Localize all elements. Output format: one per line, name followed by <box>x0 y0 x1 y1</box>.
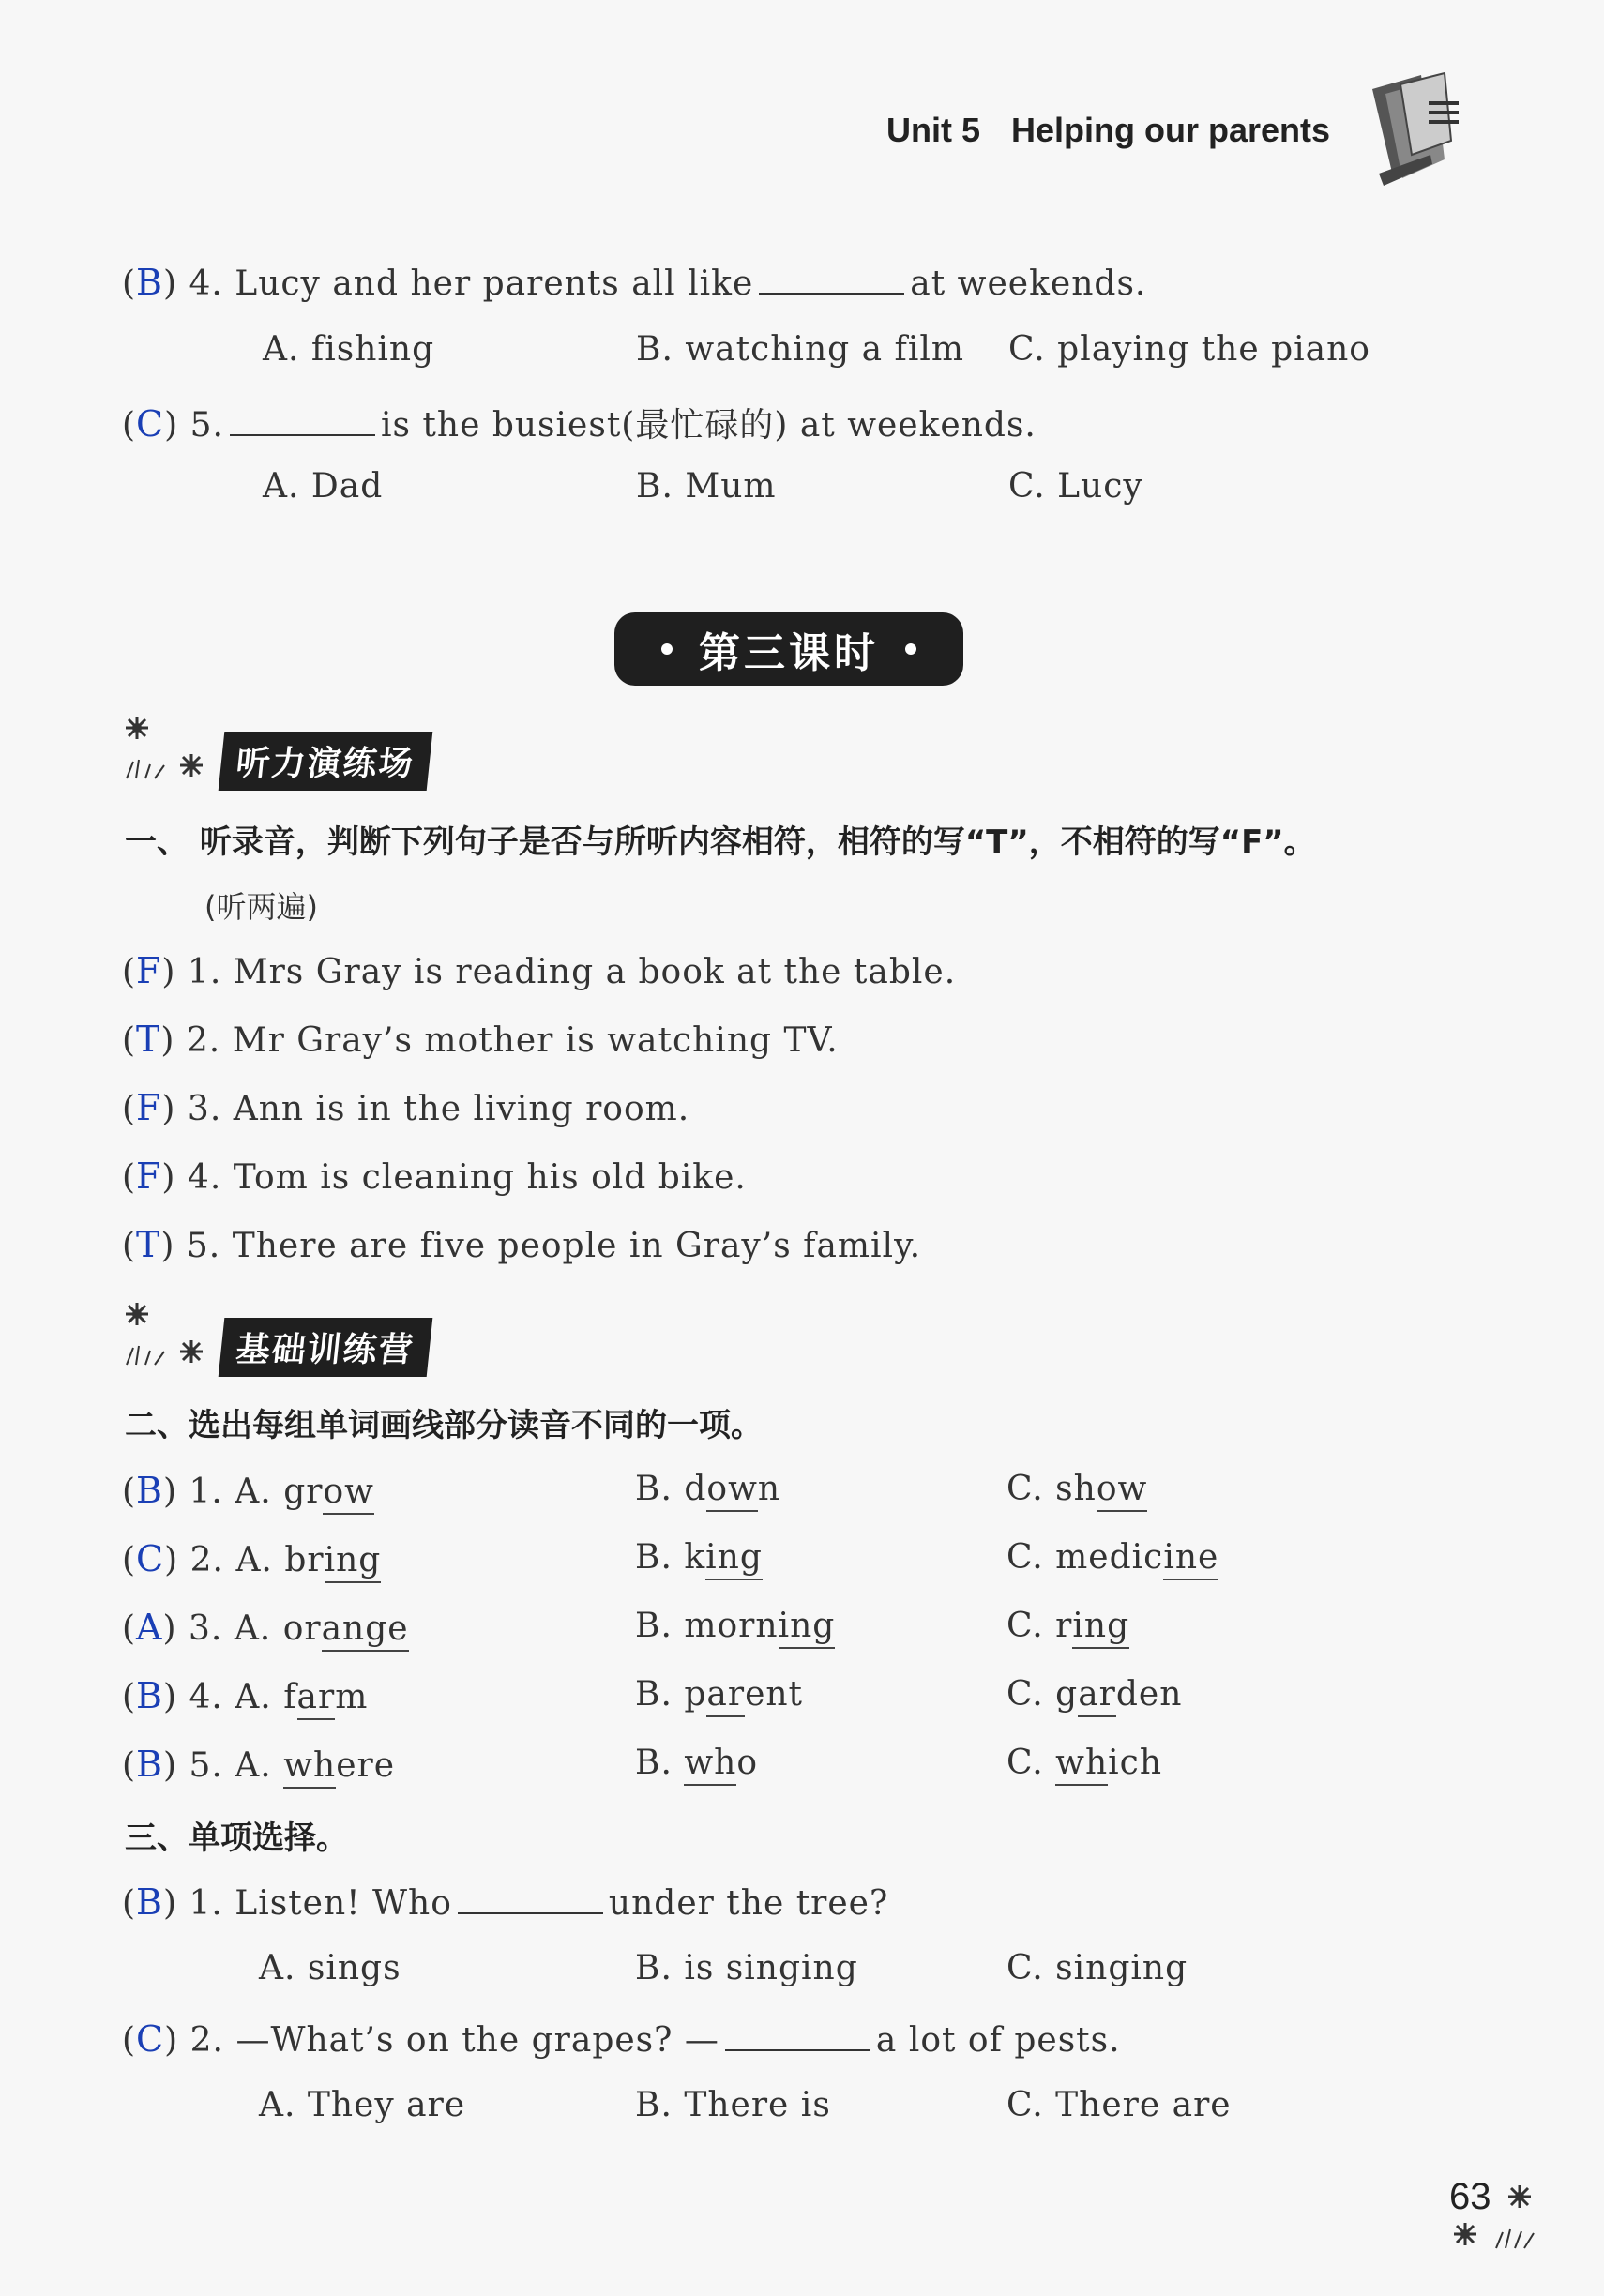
unit-title: Helping our parents <box>1011 111 1331 149</box>
phonics-option: C. ring <box>1006 1607 1129 1645</box>
answer-mark: T <box>136 1019 161 1060</box>
question-row: (C) 5. is the busiest(最忙碌的) at weekends. <box>122 403 1037 445</box>
phonics-option: B. who <box>635 1744 758 1782</box>
list-item: (T) 5. There are five people in Gray’s family. <box>122 1224 922 1265</box>
flower-grass-icon <box>1445 2181 1538 2256</box>
question-row: (B) 1. Listen! Who under the tree? <box>122 1881 889 1923</box>
answer-mark: T <box>136 1224 161 1265</box>
phonics-option: B. down <box>635 1470 780 1508</box>
phonics-option: C. show <box>1006 1470 1147 1508</box>
page-number: 63 <box>1449 2176 1491 2217</box>
option-a: A. Dad <box>263 467 384 506</box>
instruction-listening: 一、 听录音，判断下列句子是否与所听内容相符，相符的写“T”，不相符的写“F”。 <box>125 823 1316 861</box>
blank <box>759 261 904 295</box>
answer-mark: B <box>136 1881 163 1923</box>
section-tag-listening: 听力演练场 <box>219 732 433 791</box>
question-row: (B) 4. Lucy and her parents all like at weekends. <box>122 262 1147 303</box>
note: (听两遍) <box>204 889 318 925</box>
option-c: C. Lucy <box>1008 467 1143 506</box>
phonics-option: C. medicine <box>1006 1538 1218 1577</box>
option-b: B. Mum <box>636 467 777 506</box>
answer-mark: F <box>136 1156 162 1197</box>
option-b: B. watching a film <box>636 330 965 369</box>
option-c: C. There are <box>1006 2086 1232 2124</box>
book-icon <box>1365 66 1468 188</box>
dot-icon <box>905 643 916 655</box>
section-tag-basic: 基础训练营 <box>219 1318 433 1377</box>
phonics-option: B. morning <box>635 1607 835 1645</box>
phonics-option: C. garden <box>1006 1675 1182 1714</box>
option-b: B. There is <box>635 2086 831 2124</box>
blank <box>230 402 375 436</box>
option-c: C. singing <box>1006 1949 1188 1987</box>
flower-grass-icon <box>122 1299 216 1369</box>
phonics-row: (A) 3. A. orange <box>122 1607 409 1648</box>
answer-mark: A <box>136 1607 163 1648</box>
answer-mark: C <box>136 403 165 445</box>
list-item: (T) 2. Mr Gray’s mother is watching TV. <box>122 1019 839 1060</box>
answer-mark: B <box>136 262 163 303</box>
blank <box>725 2017 870 2051</box>
answer-mark: B <box>136 1675 163 1716</box>
lesson-title: 第三课时 <box>614 612 963 686</box>
answer-mark: C <box>136 2018 165 2060</box>
phonics-row: (B) 1. A. grow <box>122 1470 374 1511</box>
answer-mark: F <box>136 1087 162 1128</box>
instruction-choice: 三、单项选择。 <box>125 1820 348 1857</box>
option-b: B. is singing <box>635 1949 858 1987</box>
instruction-phonics: 二、选出每组单词画线部分读音不同的一项。 <box>125 1407 763 1444</box>
list-item: (F) 1. Mrs Gray is reading a book at the table. <box>122 950 957 991</box>
option-a: A. They are <box>259 2086 466 2124</box>
blank <box>458 1881 603 1914</box>
list-item: (F) 4. Tom is cleaning his old bike. <box>122 1156 747 1197</box>
phonics-option: B. parent <box>635 1675 803 1714</box>
phonics-option: B. king <box>635 1538 763 1577</box>
answer-mark: B <box>136 1744 163 1785</box>
question-row: (C) 2. —What’s on the grapes? — a lot of pests. <box>122 2018 1121 2060</box>
unit-label: Unit 5 <box>886 111 981 149</box>
dot-icon <box>661 643 673 655</box>
phonics-row: (C) 2. A. bring <box>122 1538 381 1579</box>
answer-mark: B <box>136 1470 163 1511</box>
phonics-row: (B) 5. A. where <box>122 1744 395 1785</box>
option-a: A. sings <box>259 1949 401 1987</box>
phonics-option: C. which <box>1006 1744 1162 1782</box>
option-a: A. fishing <box>263 330 435 369</box>
option-c: C. playing the piano <box>1008 330 1370 369</box>
answer-mark: F <box>136 950 162 991</box>
phonics-row: (B) 4. A. farm <box>122 1675 368 1716</box>
list-item: (F) 3. Ann is in the living room. <box>122 1087 690 1128</box>
answer-mark: C <box>136 1538 165 1579</box>
flower-grass-icon <box>122 713 216 783</box>
